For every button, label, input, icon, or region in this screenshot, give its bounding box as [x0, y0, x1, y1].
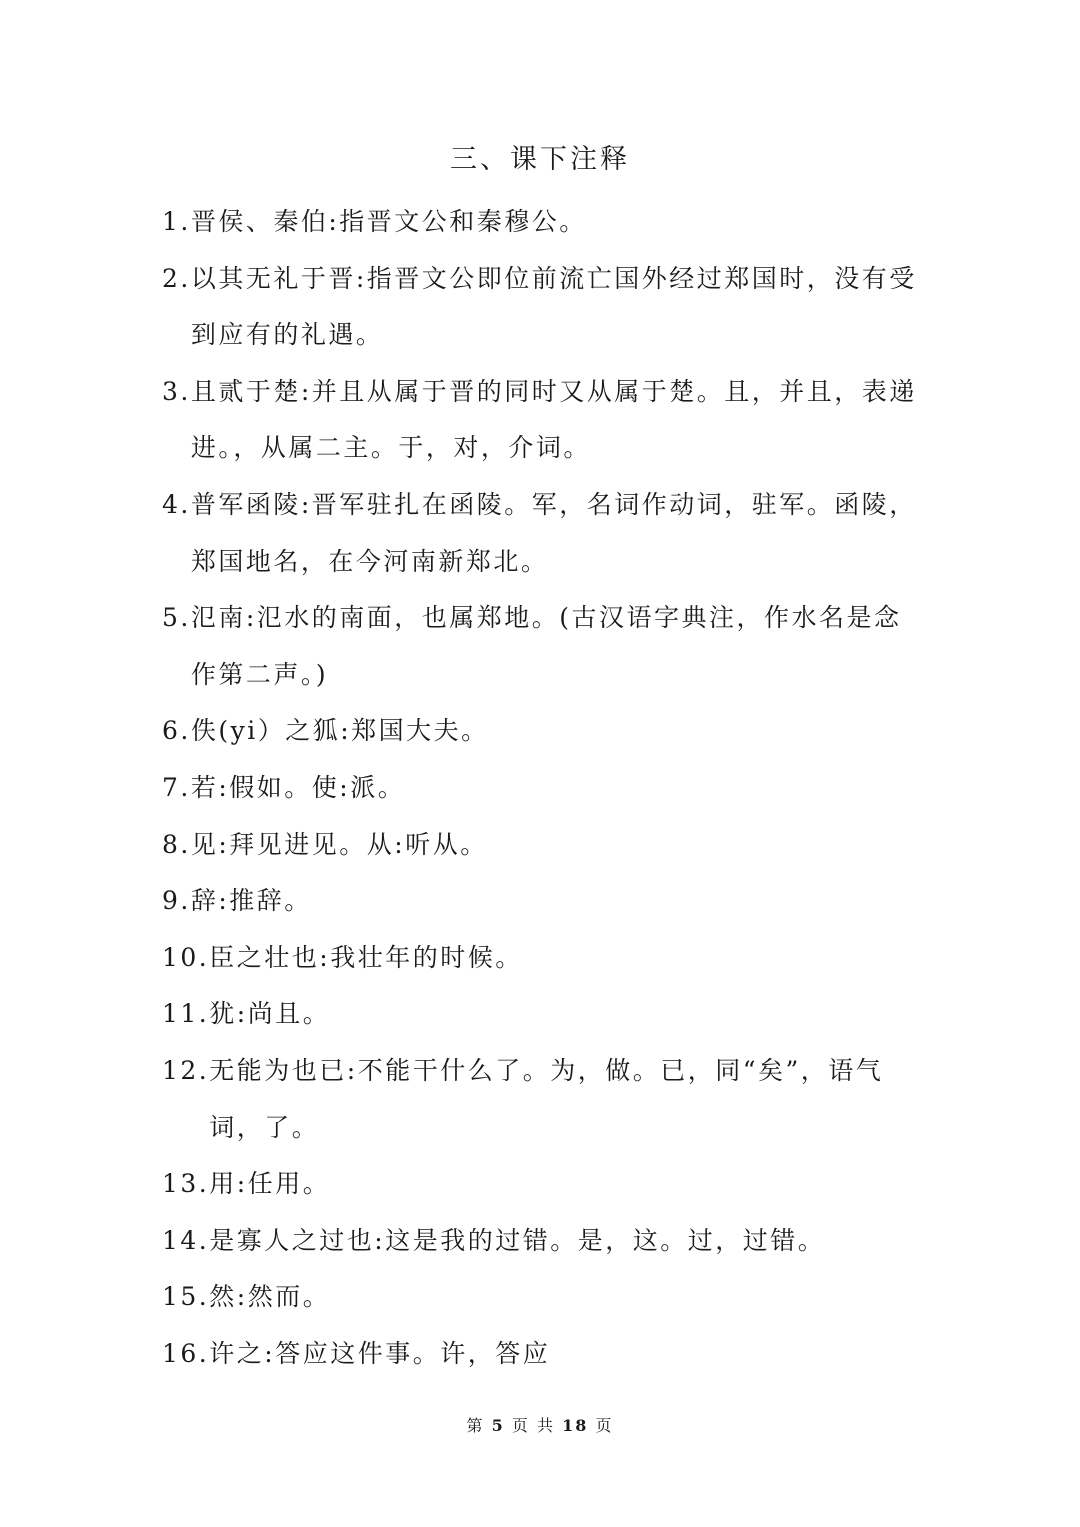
annotation-item [162, 930, 922, 987]
annotation-text: 晋侯、秦伯:指晋文公和秦穆公。 [190, 207, 587, 236]
annotation-item [162, 986, 922, 1043]
annotation-number: 8. [162, 829, 191, 859]
footer-suffix: 页 [595, 1416, 614, 1435]
annotation-item [162, 477, 922, 590]
annotation-text: 且贰于楚:并且从属于晋的同时又从属于楚。且，并且，表递进。，从属二主。于，对，介词。 [190, 376, 917, 463]
section-heading: 三、课下注释 [450, 144, 630, 175]
annotation-item [162, 703, 922, 760]
annotation-item [162, 760, 922, 817]
annotation-number: 15. [162, 1282, 210, 1312]
annotation-number: 10. [162, 942, 210, 972]
annotation-text: 普军函陵:晋军驻扎在函陵。军，名词作动词，驻军。函陵，郑国地名，在今河南新郑北。 [190, 489, 917, 576]
annotation-item [162, 1213, 922, 1270]
annotation-number: 9. [162, 886, 191, 916]
annotation-item [162, 194, 922, 251]
annotation-number: 11. [162, 999, 210, 1029]
annotation-number: 5. [162, 603, 191, 633]
annotation-item [162, 873, 922, 930]
annotation-item [162, 1326, 922, 1383]
annotation-item [162, 1269, 922, 1326]
annotation-number: 14. [162, 1225, 210, 1255]
annotation-number: 1. [162, 207, 191, 236]
annotation-text: 许之:答应这件事。许，答应 [209, 1338, 551, 1368]
annotation-text: 以其无礼于晋:指晋文公即位前流亡国外经过郑国时，没有受到应有的礼遇。 [190, 263, 917, 350]
annotation-number: 13. [162, 1169, 210, 1199]
annotation-number: 16. [162, 1338, 210, 1368]
annotation-item [162, 817, 922, 874]
annotation-text: 臣之壮也:我壮年的时候。 [209, 942, 523, 972]
annotation-text: 犹:尚且。 [209, 999, 331, 1029]
annotation-item [162, 364, 922, 477]
annotation-text: 辞:推辞。 [190, 886, 312, 916]
footer-middle: 页 共 [511, 1416, 555, 1435]
annotation-item [162, 251, 922, 364]
annotation-text: 佚(yi）之狐:郑国大夫。 [190, 716, 489, 746]
current-page-number: 5 [491, 1416, 505, 1435]
annotation-number: 4. [162, 489, 191, 519]
annotation-number: 7. [162, 772, 191, 802]
page-footer [0, 1414, 1080, 1438]
annotation-number: 12. [162, 1055, 210, 1085]
annotation-number: 2. [162, 263, 191, 293]
annotation-number: 3. [162, 376, 191, 406]
annotation-text: 若:假如。使:派。 [190, 772, 406, 802]
annotation-text: 用:任用。 [209, 1169, 331, 1199]
annotation-text: 氾南:氾水的南面，也属郑地。(古汉语字典注，作水名是念作第二声。) [190, 603, 902, 689]
annotation-text: 然:然而。 [209, 1282, 331, 1312]
annotation-text: 见:拜见进见。从:听从。 [190, 829, 488, 859]
annotation-text: 是寡人之过也:这是我的过错。是，这。过，过错。 [209, 1225, 826, 1255]
annotation-item [162, 1043, 922, 1156]
annotation-list [162, 194, 922, 1382]
annotation-number: 6. [162, 716, 191, 746]
footer-prefix: 第 [466, 1416, 485, 1435]
annotation-item [162, 1156, 922, 1213]
annotation-item [162, 590, 922, 703]
annotation-text: 无能为也已:不能干什么了。为，做。已，同“矣”，语气词，了。 [209, 1055, 884, 1142]
total-page-count: 18 [562, 1416, 589, 1435]
